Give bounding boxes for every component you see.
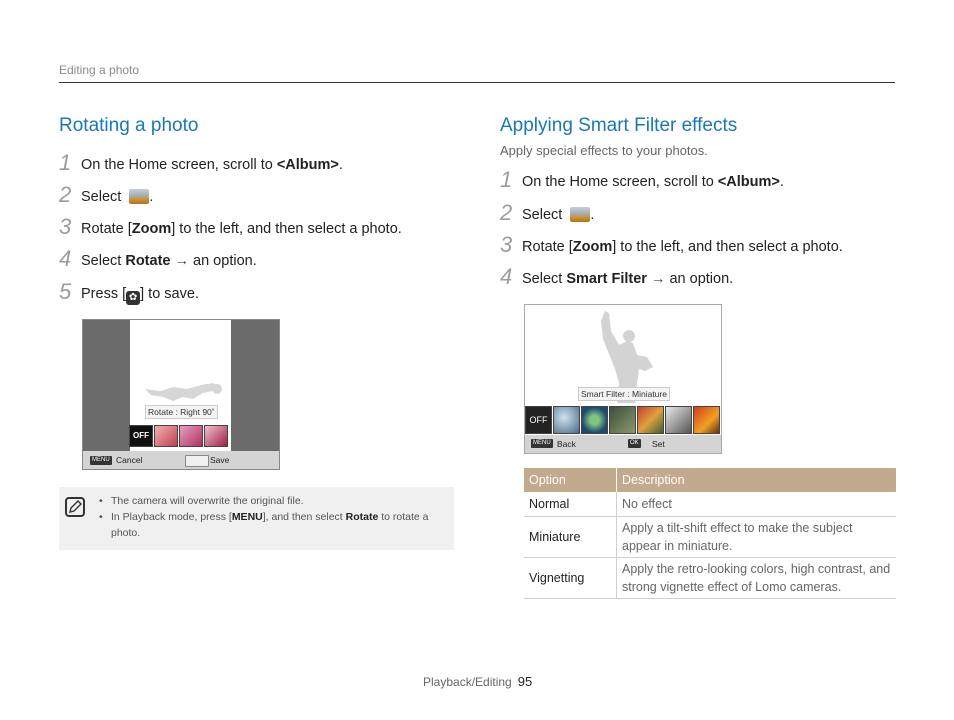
cancel-label[interactable]: Cancel	[116, 455, 143, 465]
step-number: 3	[59, 214, 72, 239]
step-number: 4	[500, 264, 513, 289]
back-label[interactable]: Back	[557, 439, 576, 449]
menu-key-icon: MENU	[92, 457, 110, 463]
step-text: Press [ ✿ ] to save.	[81, 286, 199, 303]
section-header: Editing a photo	[59, 63, 140, 77]
rotate-camera-screen	[82, 319, 280, 470]
table-header-row	[524, 468, 896, 492]
ok-key-icon	[185, 455, 209, 467]
page-number: 95	[517, 674, 533, 689]
rotate-options-strip	[129, 425, 228, 447]
menu-key-text: MENU	[231, 511, 263, 523]
save-label[interactable]: Save	[210, 455, 230, 465]
step-number: 3	[500, 232, 513, 257]
step-number: 4	[59, 246, 72, 271]
note-item: • The camera will overwrite the original file.	[95, 493, 435, 509]
step-text: Select Smart Filter → an option.	[522, 271, 734, 287]
step-text: Select .	[81, 189, 154, 205]
option-cell: Normal	[524, 492, 617, 517]
note-box	[59, 487, 454, 550]
step-text: Rotate [Zoom] to the left, and then select a photo.	[81, 221, 402, 237]
filter-options-table	[524, 468, 896, 599]
option-column-header: Option	[524, 468, 617, 492]
step-text: Select Rotate → an option.	[81, 253, 257, 269]
rotate-screen-bottom-bar	[83, 451, 279, 469]
rotate-left-option[interactable]	[154, 425, 178, 447]
step-number: 2	[59, 182, 72, 207]
option-cell: Vignetting	[524, 558, 617, 599]
step-text: On the Home screen, scroll to <Album>.	[522, 174, 784, 190]
filter-screen-bottom-bar	[525, 435, 721, 453]
filter-sketch-option[interactable]	[665, 406, 692, 434]
smart-filter-subtitle: Apply special effects to your photos.	[500, 143, 708, 158]
rotate-180-option[interactable]	[204, 425, 228, 447]
table-row	[524, 492, 896, 517]
description-column-header: Description	[617, 468, 897, 492]
note-list	[95, 487, 435, 541]
filter-off-option[interactable]: OFF	[525, 406, 552, 434]
filter-vignetting-option[interactable]	[609, 406, 636, 434]
filter-fisheye-option[interactable]	[581, 406, 608, 434]
description-cell: Apply a tilt-shift effect to make the subject appear in miniature.	[617, 517, 897, 558]
step-number: 2	[500, 200, 513, 225]
rotate-section-title: Rotating a photo	[59, 115, 199, 136]
table-row	[524, 558, 896, 599]
smart-filter-camera-screen	[524, 304, 722, 454]
filter-options-strip	[525, 406, 720, 434]
album-icon	[570, 207, 590, 222]
menu-key-icon: MENU	[533, 440, 551, 446]
step-number: 1	[500, 167, 513, 192]
step-text: On the Home screen, scroll to <Album>.	[81, 157, 343, 173]
ok-button-icon: ✿	[126, 291, 140, 305]
description-cell: No effect	[617, 492, 897, 517]
note-pencil-icon	[65, 497, 85, 517]
description-cell: Apply the retro-looking colors, high contrast, and strong vignette effect of Lomo cameras.	[617, 558, 897, 599]
table-row	[524, 517, 896, 558]
set-label[interactable]: Set	[652, 439, 665, 449]
page-footer	[423, 674, 532, 689]
album-icon	[129, 189, 149, 204]
step-number: 5	[59, 279, 72, 304]
step-text: Select .	[522, 207, 595, 223]
note-item: • In Playback mode, press [MENU], and then select Rotate to rotate a photo.	[95, 509, 435, 541]
step-number: 1	[59, 150, 72, 175]
filter-color-option[interactable]	[637, 406, 664, 434]
rotate-right-option[interactable]	[179, 425, 203, 447]
smart-filter-section-title: Applying Smart Filter effects	[500, 115, 738, 136]
header-divider	[59, 82, 895, 83]
filter-defog-option[interactable]	[693, 406, 720, 434]
step-text: Rotate [Zoom] to the left, and then select a photo.	[522, 239, 843, 255]
option-cell: Miniature	[524, 517, 617, 558]
rotate-status-tag: Rotate : Right 90˚	[145, 405, 218, 419]
rotate-off-option[interactable]: OFF	[129, 425, 153, 447]
smart-filter-status-tag: Smart Filter : Miniature	[578, 387, 670, 401]
footer-section: Playback/Editing	[423, 675, 512, 689]
filter-miniature-option[interactable]	[553, 406, 580, 434]
ok-key-icon: OK	[630, 440, 639, 446]
